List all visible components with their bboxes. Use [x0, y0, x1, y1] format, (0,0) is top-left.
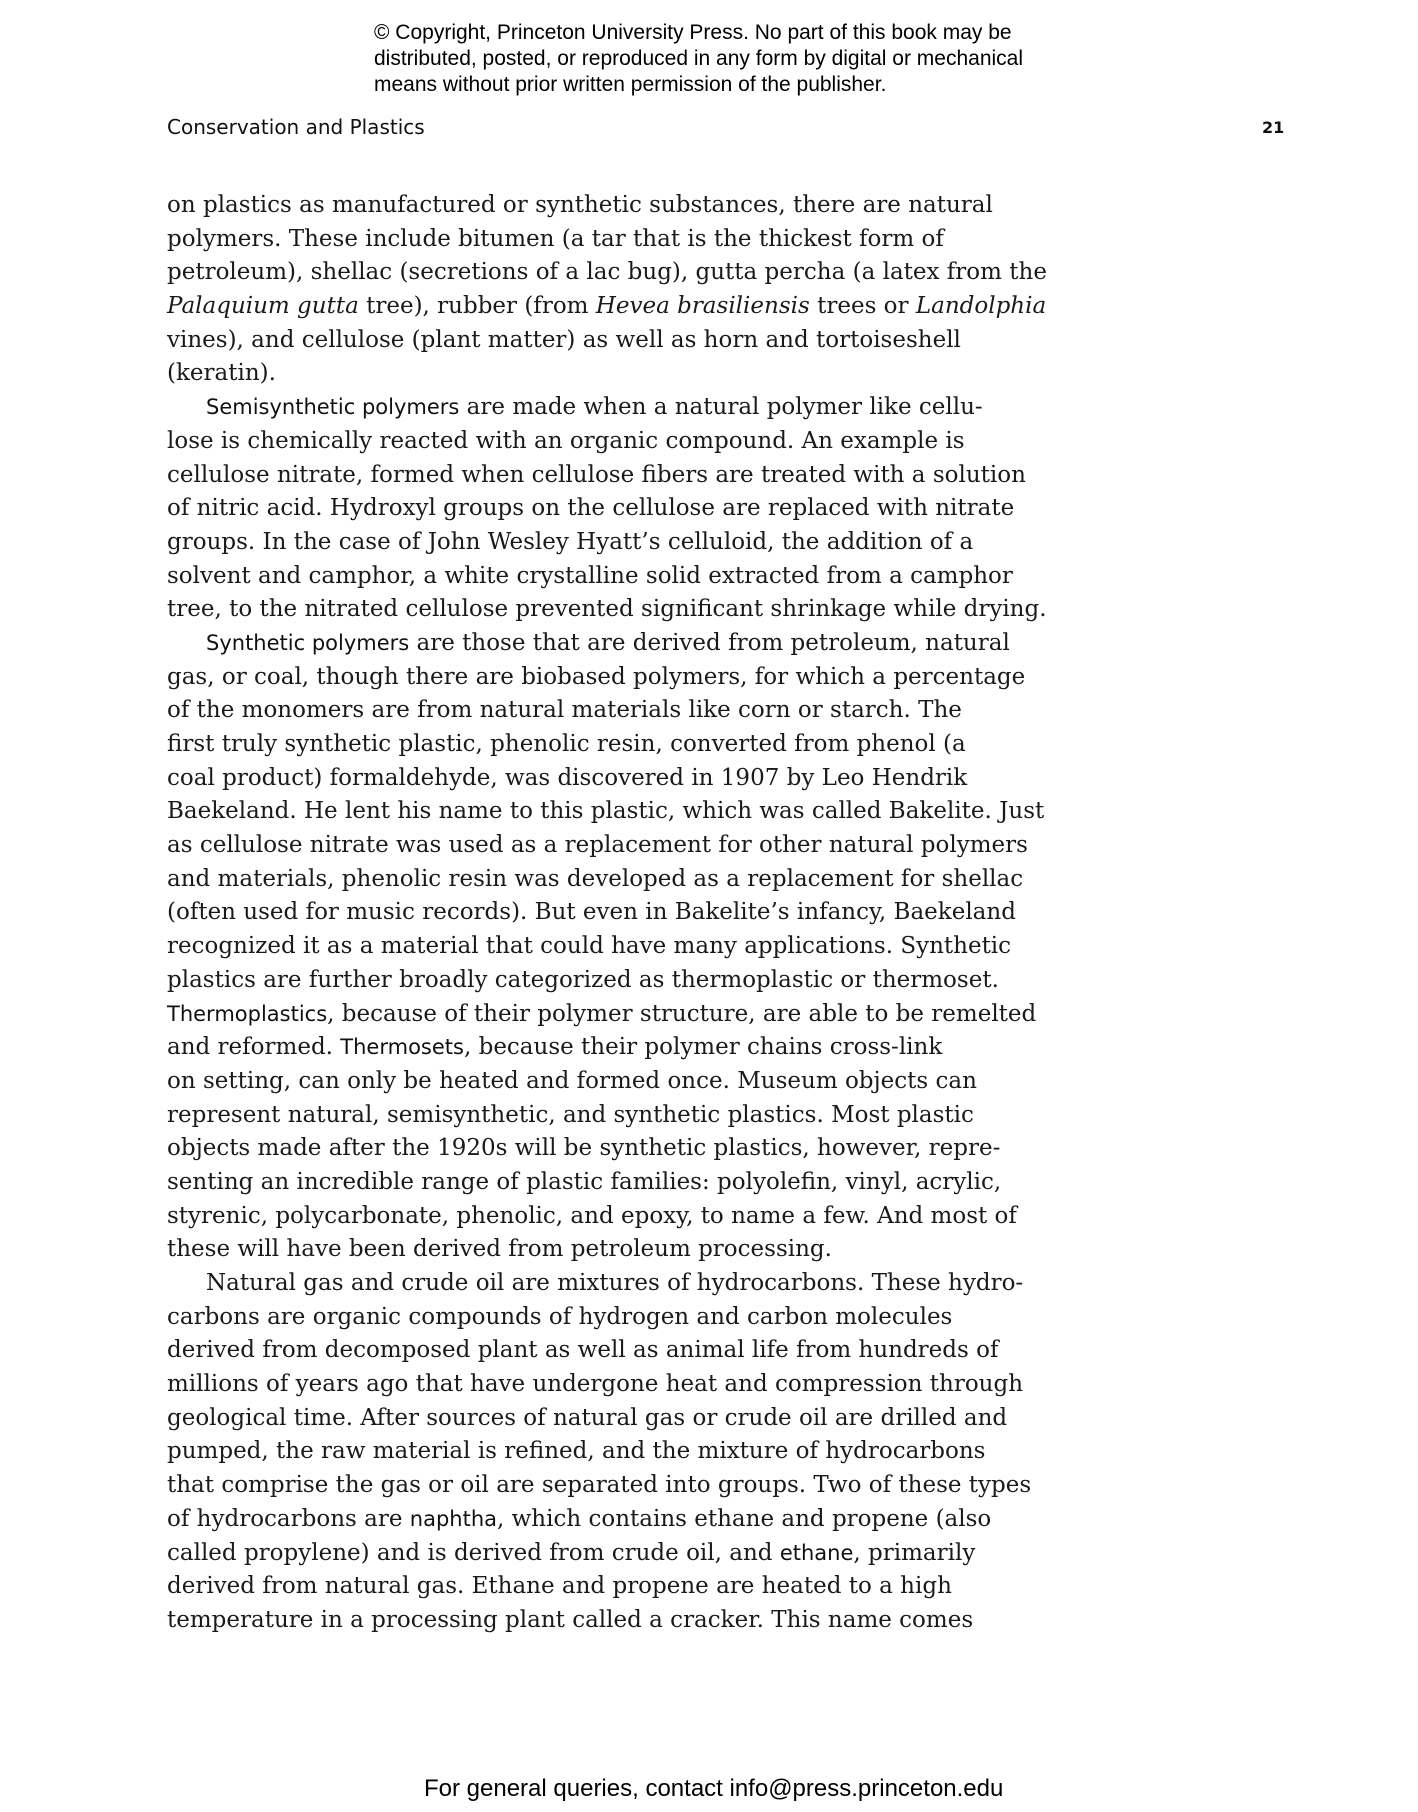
text-line — [167, 1604, 1017, 1638]
text-run: cellulose nitrate, formed when cellulose fibers are treated with a solution — [167, 461, 1026, 488]
text-line — [167, 1435, 1017, 1469]
text-line — [167, 1537, 1017, 1571]
text-run: geological time. After sources of natural gas or crude oil are drilled and — [167, 1404, 1008, 1431]
text-line — [167, 391, 1017, 425]
page-number: 21 — [1262, 118, 1285, 137]
key-term: Synthetic polymers — [206, 630, 410, 655]
key-term: ethane — [779, 1540, 854, 1565]
text-run: groups. In the case of John Wesley Hyatt’s celluloid, the addition of a — [167, 528, 974, 555]
text-run: coal product) formaldehyde, was discovered in 1907 by Leo Hendrik — [167, 764, 968, 791]
text-run: that comprise the gas or oil are separated into groups. Two of these types — [167, 1472, 1032, 1499]
text-run: tree, to the nitrated cellulose prevented significant shrinkage while drying. — [167, 596, 1047, 623]
text-run: first truly synthetic plastic, phenolic resin, converted from phenol (a — [167, 731, 966, 757]
italic-text: Palaquium gutta — [167, 293, 359, 320]
text-run: gas, or coal, though there are biobased polymers, for which a percentage — [167, 663, 1026, 690]
text-line — [167, 795, 1045, 829]
text-line — [167, 1570, 1017, 1604]
text-run: derived from decomposed plant as well as animal life from hundreds of — [167, 1337, 999, 1364]
text-line — [167, 728, 1017, 762]
text-line — [167, 694, 1017, 728]
text-run: represent natural, semisynthetic, and synthetic plastics. Most plastic — [167, 1101, 974, 1128]
text-line — [167, 1469, 1032, 1503]
text-line — [167, 324, 1017, 358]
text-run: solvent and camphor, a white crystalline solid extracted from a camphor — [167, 562, 1013, 589]
text-line — [167, 930, 1017, 964]
text-run: these will have been derived from petroleum processing. — [167, 1236, 832, 1263]
text-run: called propylene) and is derived from crude oil, and — [167, 1539, 780, 1566]
text-run: , because of their polymer structure, are able to be remelted — [327, 1000, 1037, 1027]
text-run: recognized it as a material that could have many applications. Synthetic — [167, 933, 1012, 960]
text-line — [167, 1267, 1024, 1301]
text-run: (keratin). — [167, 360, 276, 387]
text-line — [167, 1065, 1017, 1099]
copyright-line: © Copyright, Princeton University Press. No part of this book may be — [374, 21, 1012, 44]
text-line — [167, 762, 1017, 796]
key-term: Semisynthetic polymers — [206, 395, 460, 420]
text-line — [167, 661, 1026, 695]
text-line — [167, 560, 1017, 594]
text-line — [167, 357, 1017, 391]
text-line — [167, 1031, 1017, 1065]
text-run: tree), rubber (from — [358, 293, 596, 320]
text-run: of nitric acid. Hydroxyl groups on the cellulose are replaced with nitrate — [167, 495, 1015, 522]
key-term: naphtha — [409, 1506, 497, 1531]
text-line — [167, 998, 1037, 1032]
text-line — [167, 1301, 1017, 1335]
text-line — [167, 627, 1017, 661]
text-run: millions of years ago that have undergone heat and compression through — [167, 1371, 1024, 1398]
text-run: derived from natural gas. Ethane and propene are heated to a high — [167, 1573, 952, 1600]
text-run: of hydrocarbons are — [167, 1505, 410, 1532]
text-line — [167, 1166, 1017, 1200]
text-line — [167, 1368, 1024, 1402]
copyright-line: means without prior written permission of the publisher. — [374, 73, 887, 96]
text-run: of the monomers are from natural materials like corn or starch. The — [167, 697, 962, 724]
text-line — [167, 492, 1017, 526]
text-run: lose is chemically reacted with an organic compound. An example is — [167, 427, 965, 454]
text-run: as cellulose nitrate was used as a replacement for other natural polymers — [167, 832, 1028, 859]
text-line — [167, 896, 1017, 930]
text-run: plastics are further broadly categorized as thermoplastic or thermoset. — [167, 966, 999, 993]
text-run: Natural gas and crude oil are mixtures of hydrocarbons. These hydro- — [206, 1270, 1024, 1296]
key-term: Thermosets — [340, 1035, 464, 1060]
text-line — [167, 829, 1028, 863]
text-run: on plastics as manufactured or synthetic substances, there are natural — [167, 192, 993, 218]
key-term: Thermoplastics — [167, 1001, 328, 1026]
text-line — [167, 1132, 1017, 1166]
text-line — [167, 964, 1017, 998]
text-run: , which contains ethane and propene (also — [497, 1505, 992, 1532]
text-line — [167, 1200, 1017, 1234]
body-text — [167, 189, 1047, 1638]
text-run: are made when a natural polymer like cellu- — [459, 394, 983, 421]
text-line — [167, 1099, 1017, 1133]
text-run: temperature in a processing plant called a cracker. This name comes — [167, 1606, 974, 1633]
text-run: styrenic, polycarbonate, phenolic, and epoxy, to name a few. And most of — [167, 1202, 1017, 1229]
text-line — [167, 526, 1017, 560]
text-line — [167, 863, 1024, 897]
text-line — [167, 256, 1047, 290]
text-run: pumped, the raw material is refined, and the mixture of hydrocarbons — [167, 1438, 986, 1465]
text-line — [167, 593, 1047, 627]
copyright-line: distributed, posted, or reproduced in any form by digital or mechanical — [374, 47, 1024, 70]
running-title: Conservation and Plastics — [167, 115, 425, 139]
text-run: vines), and cellulose (plant matter) as well as horn and tortoiseshell — [167, 326, 961, 353]
text-run: on setting, can only be heated and formed once. Museum objects can — [167, 1067, 977, 1094]
text-run: Baekeland. He lent his name to this plastic, which was called Bakelite. Just — [167, 798, 1045, 825]
text-line — [167, 223, 1017, 257]
text-run: , primarily — [853, 1539, 976, 1566]
text-run: (often used for music records). But even in Bakelite’s infancy, Baekeland — [167, 899, 1016, 926]
text-run: objects made after the 1920s will be synthetic plastics, however, repre- — [167, 1135, 1001, 1162]
text-line — [167, 459, 1026, 493]
footer-contact: For general queries, contact info@press.princeton.edu — [424, 1775, 1004, 1802]
text-run: and reformed. — [167, 1034, 341, 1061]
italic-text: Hevea brasiliensis — [595, 293, 810, 320]
italic-text: Landolphia — [915, 293, 1047, 320]
text-line — [167, 1402, 1017, 1436]
text-run: , because their polymer chains cross-link — [463, 1034, 943, 1061]
text-line — [167, 290, 1047, 324]
copyright-notice — [374, 20, 1094, 98]
text-line — [167, 1233, 1017, 1267]
text-run: trees or — [809, 293, 916, 320]
text-run: petroleum), shellac (secretions of a lac bug), gutta percha (a latex from the — [167, 259, 1047, 286]
text-line — [167, 189, 1017, 223]
text-line — [167, 425, 1017, 459]
text-run: carbons are organic compounds of hydrogen and carbon molecules — [167, 1303, 953, 1330]
text-run: senting an incredible range of plastic families: polyolefin, vinyl, acrylic, — [167, 1168, 1002, 1195]
text-run: polymers. These include bitumen (a tar that is the thickest form of — [167, 225, 944, 252]
text-line — [167, 1334, 1017, 1368]
text-run: and materials, phenolic resin was developed as a replacement for shellac — [167, 865, 1024, 892]
text-run: are those that are derived from petroleum, natural — [409, 629, 1010, 656]
text-line — [167, 1503, 1017, 1537]
